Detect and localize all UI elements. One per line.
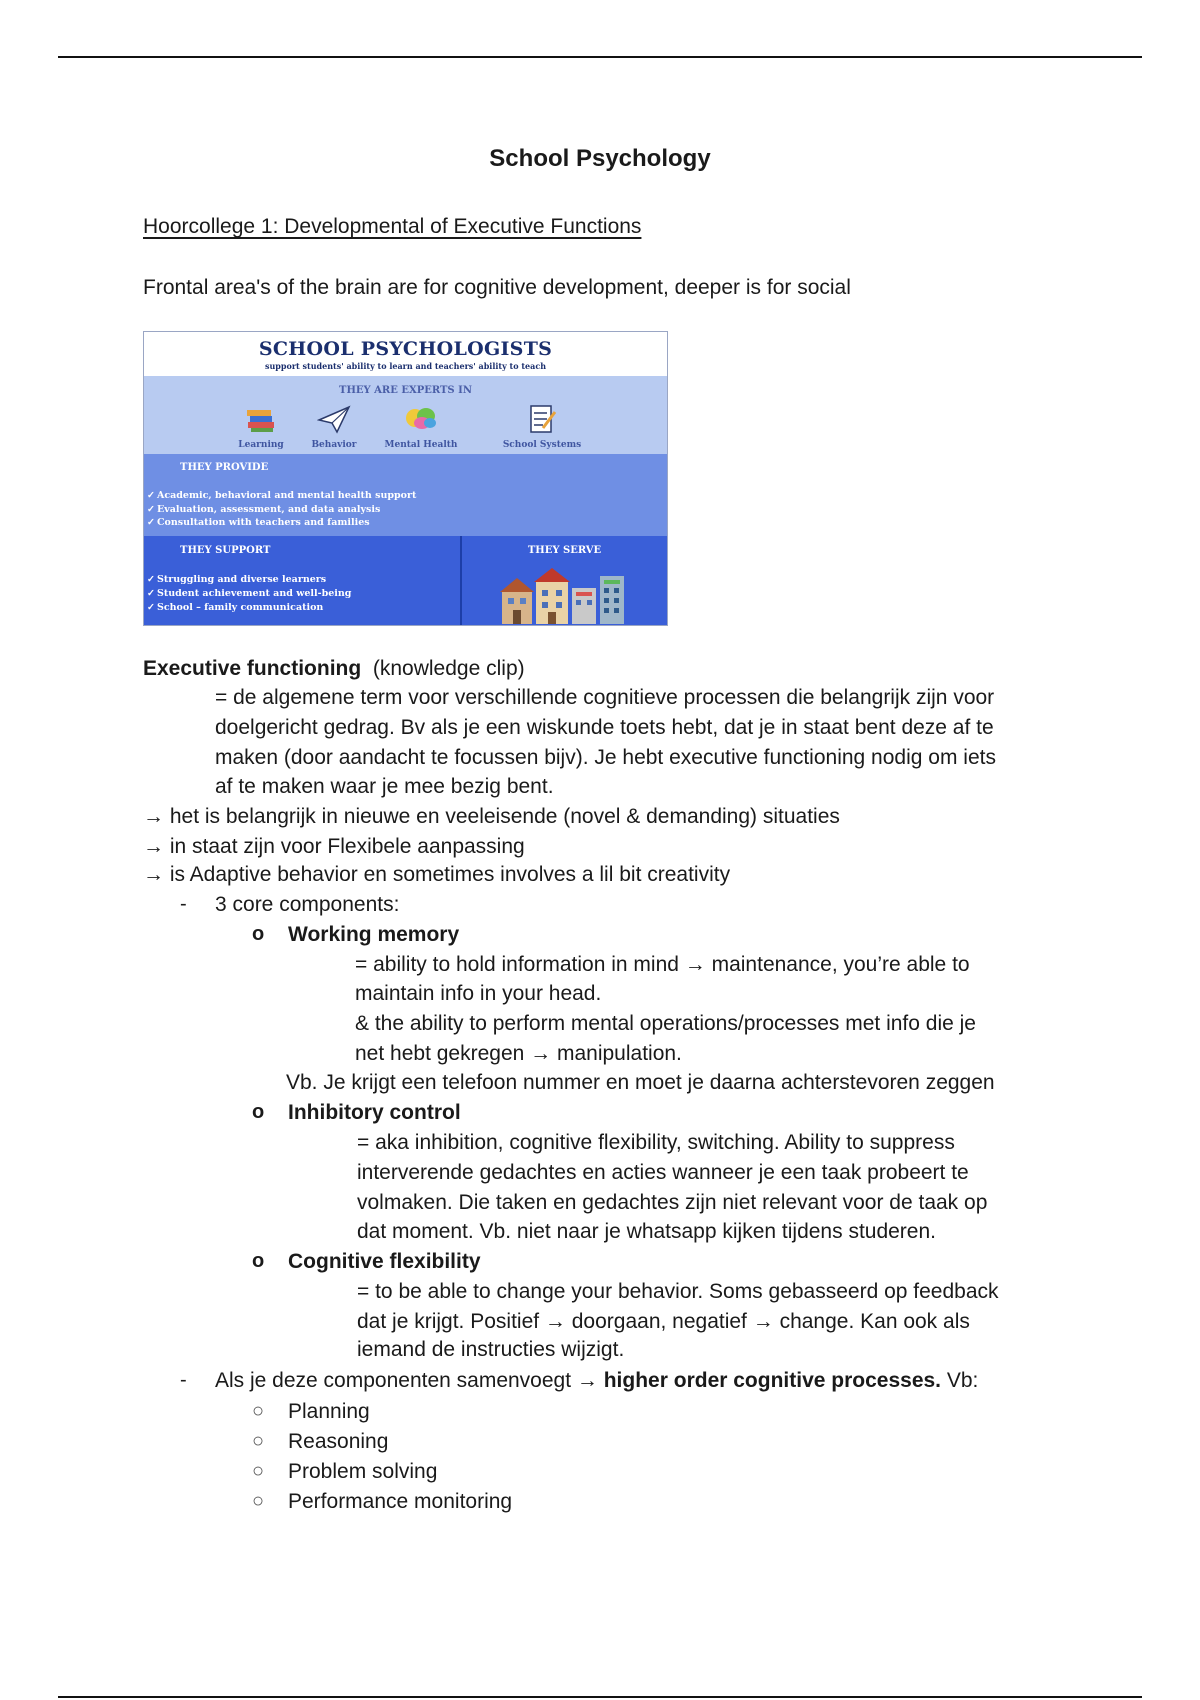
dash-bullet: -: [180, 1369, 187, 1391]
support-heading: THEY SUPPORT: [180, 545, 271, 556]
list-bullet: ○: [252, 1430, 265, 1452]
paper-plane-icon: [317, 404, 351, 434]
component-line: iemand de instructies wijzigt.: [357, 1338, 625, 1361]
component-line: = ability to hold information in mind → maintenance, you’re able to: [355, 953, 970, 976]
provide-heading: THEY PROVIDE: [180, 462, 269, 473]
check-icon: ✓: [147, 602, 155, 613]
combine-bold: higher order cognitive processes.: [603, 1369, 942, 1392]
expert-behavior: [289, 404, 379, 450]
higher-process-item: Planning: [288, 1400, 370, 1423]
page-title: School Psychology: [489, 145, 711, 172]
serve-section: [462, 536, 667, 625]
higher-process-item: Performance monitoring: [288, 1490, 513, 1513]
dash-bullet: -: [180, 893, 187, 915]
higher-process-item: Reasoning: [288, 1430, 389, 1453]
ef-arrow-point: → het is belangrijk in nieuwe en veeleisende (novel & demanding) situaties: [143, 805, 840, 828]
school-buildings-icon: [498, 562, 628, 624]
infographic-title: SCHOOL PSYCHOLOGISTS: [258, 338, 553, 360]
ef-arrow-point: → is Adaptive behavior en sometimes involves a lil bit creativity: [143, 863, 731, 886]
footer-rule: [58, 1696, 1142, 1698]
ef-arrow-point: → in staat zijn voor Flexibele aanpassing: [143, 835, 525, 858]
combine-text: Als je deze componenten samenvoegt →: [215, 1369, 604, 1392]
list-bullet: ○: [252, 1460, 265, 1482]
support-item: ✓ Struggling and diverse learners: [147, 574, 327, 585]
check-icon: ✓: [147, 504, 155, 515]
ef-definition-line: doelgericht gedrag. Bv als je een wiskunde toets hebt, dat je in staat bent deze af te: [215, 716, 994, 739]
support-item: ✓ Student achievement and well-being: [147, 588, 352, 599]
header-rule: [58, 56, 1142, 58]
component-line: = to be able to change your behavior. Soms gebasseerd op feedback: [357, 1280, 999, 1303]
ef-heading-line: [143, 654, 525, 683]
books-icon: [244, 404, 278, 434]
component-line: = aka inhibition, cognitive flexibility, switching. Ability to suppress: [357, 1131, 955, 1154]
component-line: & the ability to perform mental operations/processes met info die je: [355, 1012, 976, 1035]
check-icon: ✓: [147, 517, 155, 528]
component-line: volmaken. Die taken en gedachtes zijn niet relevant voor de taak op: [357, 1191, 988, 1214]
expert-label: Behavior: [311, 440, 357, 450]
component-name: Working memory: [288, 923, 460, 946]
provide-item: ✓ Consultation with teachers and families: [147, 517, 370, 528]
expert-label: School Systems: [502, 440, 582, 450]
component-line: dat moment. Vb. niet naar je whatsapp kijken tijdens studeren.: [357, 1220, 936, 1243]
support-section: [144, 536, 460, 625]
ef-definition-line: maken (door aandacht te focussen bijv). Je hebt executive functioning nodig om iets: [215, 746, 996, 769]
component-example: Vb. Je krijgt een telefoon nummer en moet je daarna achterstevoren zeggen: [286, 1071, 995, 1094]
serve-heading: THEY SERVE: [527, 545, 602, 556]
support-item: ✓ School – family communication: [147, 602, 324, 613]
experts-section: [144, 376, 667, 454]
checklist-icon: [525, 404, 559, 434]
provide-item: ✓ Evaluation, assessment, and data analysis: [147, 504, 381, 515]
infographic-subtitle: support students' ability to learn and teachers' ability to teach: [264, 361, 547, 371]
combine-suffix: Vb:: [941, 1369, 979, 1392]
expert-label: Mental Health: [384, 440, 458, 450]
expert-school-systems: [486, 404, 598, 450]
school-psychologists-infographic: [143, 331, 668, 626]
ef-heading: Executive functioning: [143, 657, 362, 680]
component-name: Cognitive flexibility: [288, 1250, 481, 1273]
intro-paragraph: Frontal area's of the brain are for cognitive development, deeper is for social: [143, 276, 851, 299]
expert-mental-health: [376, 404, 466, 450]
component-line: interverende gedachtes en acties wanneer je een taak probeert te: [357, 1161, 969, 1184]
ef-note: (knowledge clip): [372, 657, 525, 680]
higher-process-item: Problem solving: [288, 1460, 438, 1483]
component-line: maintain info in your head.: [355, 982, 602, 1005]
list-bullet: ○: [252, 1490, 265, 1512]
check-icon: ✓: [147, 588, 155, 599]
infographic-header: [144, 332, 667, 376]
component-line: dat je krijgt. Positief → doorgaan, negatief → change. Kan ook als: [357, 1310, 970, 1333]
ef-definition-line: = de algemene term voor verschillende cognitieve processen die belangrijk zijn voor: [215, 686, 995, 709]
check-icon: ✓: [147, 574, 155, 585]
lecture-heading: Hoorcollege 1: Developmental of Executive Functions: [143, 215, 642, 238]
component-line: net hebt gekregen → manipulation.: [355, 1042, 682, 1065]
list-bullet: o: [252, 923, 265, 945]
experts-heading: THEY ARE EXPERTS IN: [339, 385, 472, 396]
combine-line: [215, 1366, 978, 1395]
component-name: Inhibitory control: [288, 1101, 461, 1124]
ef-definition-line: af te maken waar je mee bezig bent.: [215, 775, 554, 798]
provide-section: [144, 454, 667, 536]
list-bullet: ○: [252, 1400, 265, 1422]
list-bullet: o: [252, 1250, 265, 1272]
list-bullet: o: [252, 1101, 265, 1123]
provide-item: ✓ Academic, behavioral and mental health support: [147, 490, 417, 501]
expert-label: Learning: [238, 440, 284, 450]
brain-icon: [404, 404, 438, 434]
check-icon: ✓: [147, 490, 155, 501]
core-components-label: 3 core components:: [215, 893, 400, 916]
